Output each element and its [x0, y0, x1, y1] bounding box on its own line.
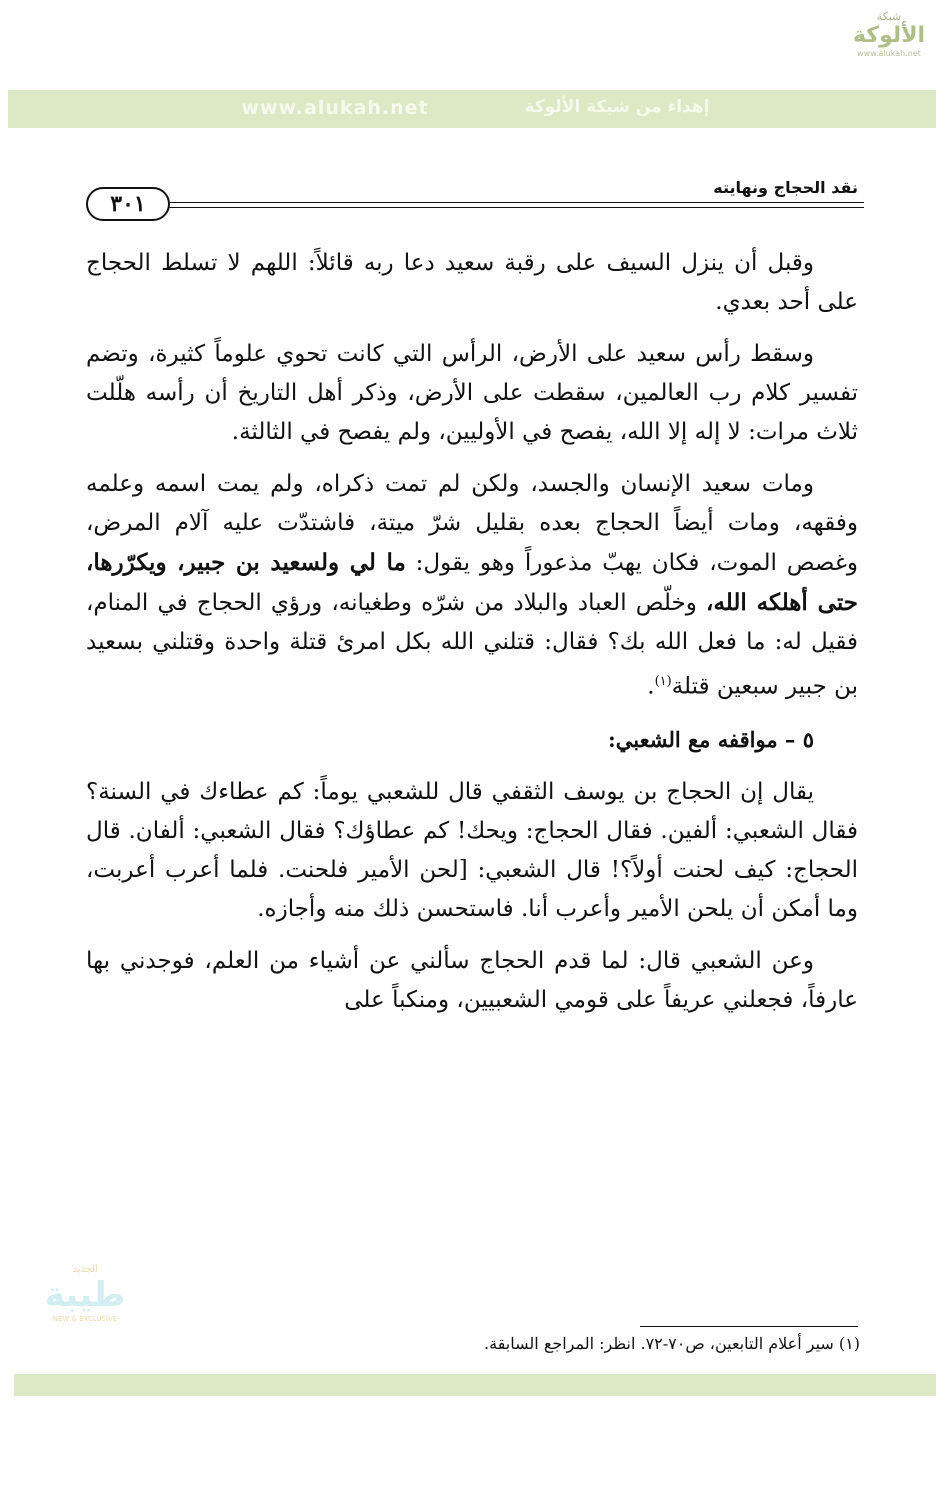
header-tagline: إهداء من شبكة الألوكة — [524, 97, 710, 117]
logo-small-text: شبكة — [876, 10, 902, 23]
section-heading: ٥ – مواقفه مع الشعبي: — [608, 726, 814, 752]
stamp-sub-text: NEW & EXCLUSIVE — [52, 1315, 118, 1323]
text-run: ومات سعيد الإنسان والجسد، ولكن لم تمت ذكراه، ولم يمت اسمه وعلمه وفقهه، ومات أيضاً الحجاج بعده بقليل شرّ ميتة، فاشتدّت عليه آلام المرض، وغصص الموت، فكان يهبّ مذعوراً وهو يقول: — [86, 471, 858, 576]
paragraph — [86, 465, 858, 707]
footnote: (١) سير أعلام التابعين، ص٧٠-٧٢. انظر: المراجع السابقة. — [484, 1334, 860, 1353]
bold-quote: ما لي ولسعيد بن جبير، ويكرّرها، حتى أهلكه الله، — [86, 549, 859, 616]
paragraph: وقبل أن ينزل السيف على رقبة سعيد دعا ربه قائلاً: اللهم لا تسلط الحجاج على أحد بعدي. — [86, 250, 858, 315]
header-url: www.alukah.net — [241, 97, 429, 119]
running-head: نقد الحجاج ونهايته — [713, 178, 858, 197]
main-text — [86, 244, 858, 1033]
stamp-top-text: الجديد — [72, 1264, 98, 1275]
text-run: وخلّص العباد والبلاد من شرّه وطغيانه، ورؤي الحجاج في المنام، فقيل له: ما فعل الله بك؟ فقال: قتلني الله بكل امرئ قتلة واحدة وقتلني بسعيد بن جبير سبعين قتلة — [86, 590, 858, 700]
logo-url: www.alukah.net — [857, 49, 921, 58]
header-band — [8, 90, 936, 128]
footnote-rule — [640, 1326, 858, 1327]
text-run: . — [647, 673, 655, 700]
footnote-ref: (١) — [654, 674, 672, 689]
header-rule — [168, 202, 864, 203]
logo-name: الألوكة — [852, 23, 926, 48]
publisher-stamp — [28, 1264, 142, 1356]
footer-band — [14, 1374, 936, 1396]
paragraph: وعن الشعبي قال: لما قدم الحجاج سألني عن أشياء من العلم، فوجدني بها عارفاً، فجعلني عريفاً على قومي الشعبيين، ومنكباً على — [86, 947, 858, 1013]
page-number: ٣٠١ — [86, 187, 170, 221]
paragraph: وسقط رأس سعيد على الأرض، الرأس التي كانت تحوي علوماً كثيرة، وتضم تفسير كلام رب العالمين، سقطت على الأرض، وذكر أهل التاريخ أن رأسه هلّلت ثلاث مرات: لا إله إلا الله، يفصح في الأوليين، ولم يفصح في الثالثة. — [86, 341, 858, 445]
header-rule — [168, 207, 864, 208]
alukah-logo — [844, 10, 934, 76]
paragraph: يقال إن الحجاج بن يوسف الثقفي قال للشعبي يوماً: كم عطاءك في السنة؟ فقال الشعبي: ألفين. فقال الحجاج: ويحك! كم عطاؤك؟ فقال الشعبي: ألفان. قال الحجاج: كيف لحنت أولاً؟! قال الشعبي: [لحن الأمير فلحنت. فلما أعرب أعربت، وما أمكن أن يلحن الأمير وأعرب أنا. فاستحسن ذلك منه وأجازه. — [86, 778, 858, 922]
stamp-main-text: طيبة — [44, 1275, 126, 1315]
